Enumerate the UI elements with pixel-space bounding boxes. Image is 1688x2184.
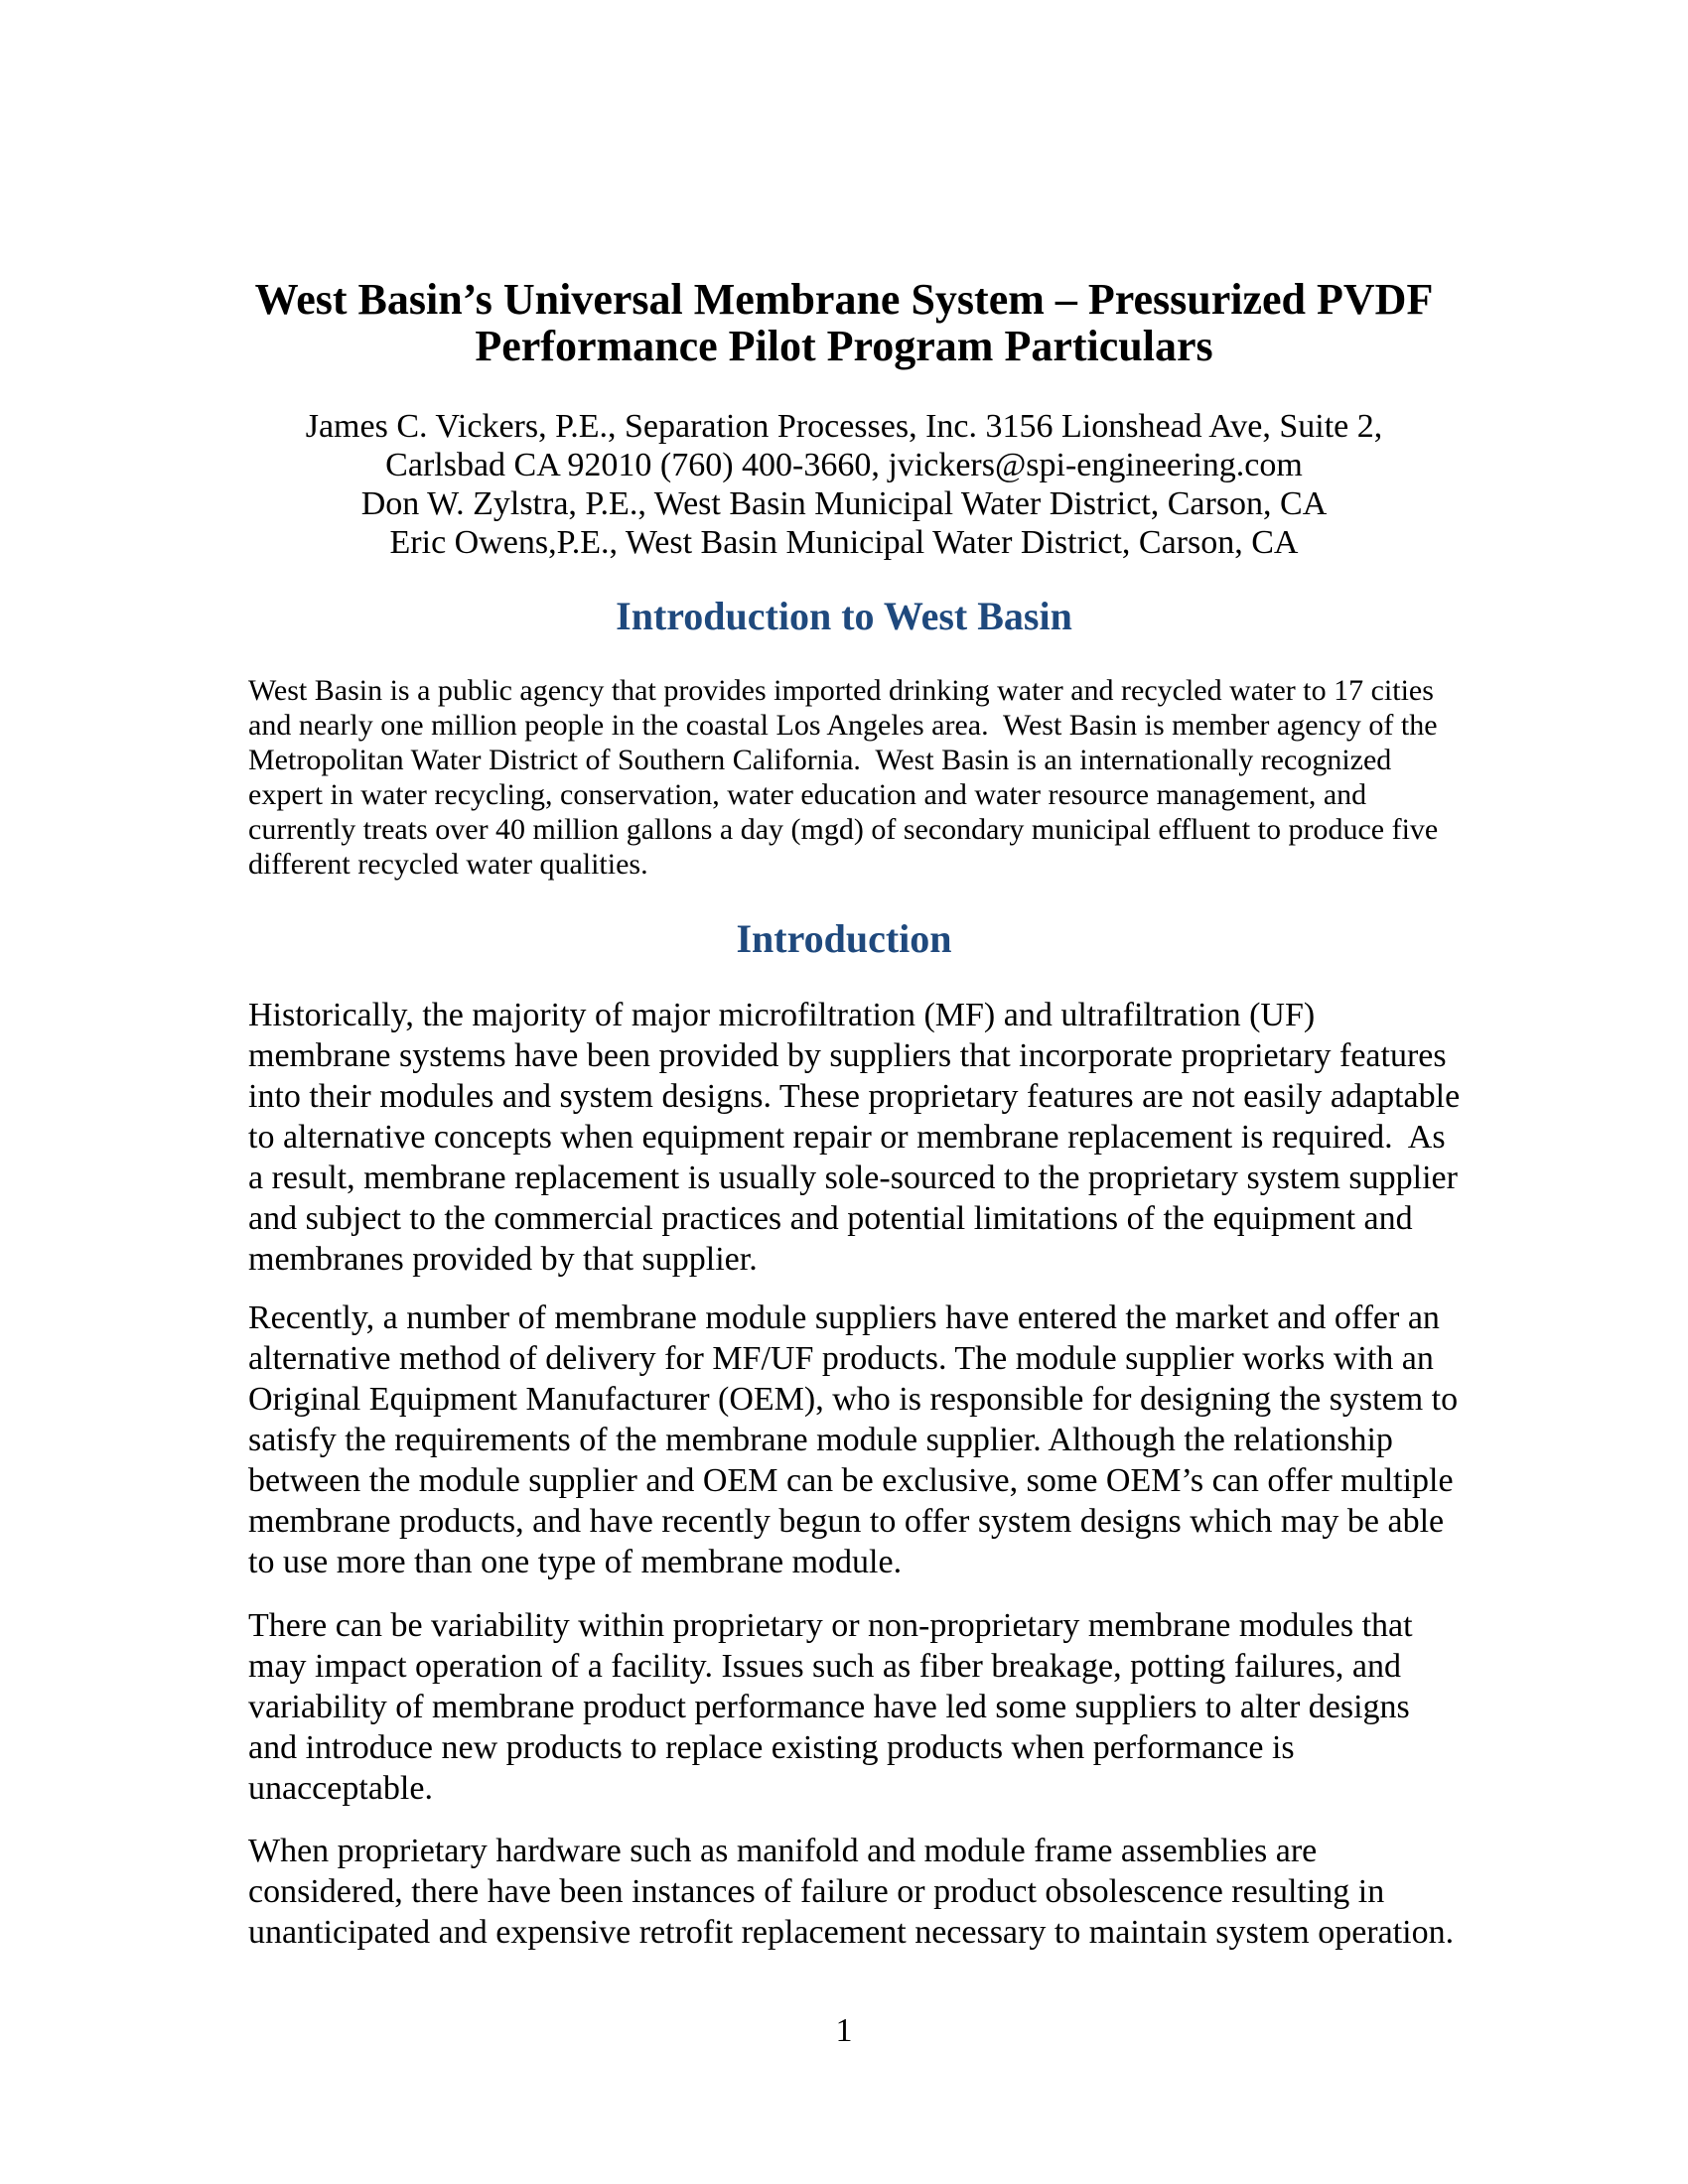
section-heading-introduction: Introduction [736, 916, 952, 961]
paper-title [0, 276, 1688, 369]
paper-title-line-2: Performance Pilot Program Particulars [475, 322, 1213, 370]
author-line-4: Eric Owens,P.E., West Basin Municipal Water District, Carson, CA [389, 524, 1299, 561]
section-heading-introduction-to-west-basin: Introduction to West Basin [616, 594, 1072, 638]
paragraph-intro-recently: Recently, a number of membrane module suppliers have entered the market and offer an alternative method of delivery for MF/UF products. The module supplier works with an Original Equipment Manufacturer (OEM), who is responsible for designing the system to satisfy the requirements of the membrane module supplier. Although the relationship between the module supplier and OEM can be exclusive, some OEM’s can offer multiple membrane products, and have recently begun to offer system designs which may be able to use more than one type of membrane module. [248, 1299, 1467, 1580]
paragraph-west-basin-overview: West Basin is a public agency that provides imported drinking water and recycled water to 17 cities and nearly one million people in the coastal Los Angeles area. West Basin is member agency of the Metropolitan Water District of Southern California. West Basin is an internationally recognized expert in water recycling, conservation, water education and water resource management, and currently treats over 40 million gallons a day (mgd) of secondary municipal effluent to produce five different recycled water qualities. [248, 674, 1446, 881]
page-number: 1 [835, 2012, 853, 2049]
paper-title-line-1: West Basin’s Universal Membrane System – Pressurized PVDF [254, 275, 1434, 324]
author-block [0, 407, 1688, 562]
author-line-2: Carlsbad CA 92010 (760) 400-3660, jvickers@spi-engineering.com [385, 447, 1303, 483]
author-line-1: James C. Vickers, P.E., Separation Processes, Inc. 3156 Lionshead Ave, Suite 2, [305, 408, 1383, 445]
paragraph-intro-historically: Historically, the majority of major microfiltration (MF) and ultrafiltration (UF) membrane systems have been provided by suppliers that incorporate proprietary features into their modules and system designs. These proprietary features are not easily adaptable to alternative concepts when equipment repair or membrane replacement is required. As a result, membrane replacement is usually sole-sourced to the proprietary system supplier and subject to the commercial practices and potential limitations of the equipment and membranes provided by that supplier. [248, 997, 1469, 1278]
paragraph-intro-proprietary-hardware: When proprietary hardware such as manifold and module frame assemblies are considered, there have been instances of failure or product obsolescence resulting in unanticipated and expensive retrofit replacement necessary to maintain system operation. [248, 1833, 1455, 1951]
paragraph-intro-variability: There can be variability within proprietary or non-proprietary membrane modules that may impact operation of a facility. Issues such as fiber breakage, potting failures, and variability of membrane product performance have led some suppliers to alter designs and introduce new products to replace existing products when performance is unacceptable. [248, 1607, 1422, 1807]
author-line-3: Don W. Zylstra, P.E., West Basin Municipal Water District, Carson, CA [360, 485, 1328, 522]
